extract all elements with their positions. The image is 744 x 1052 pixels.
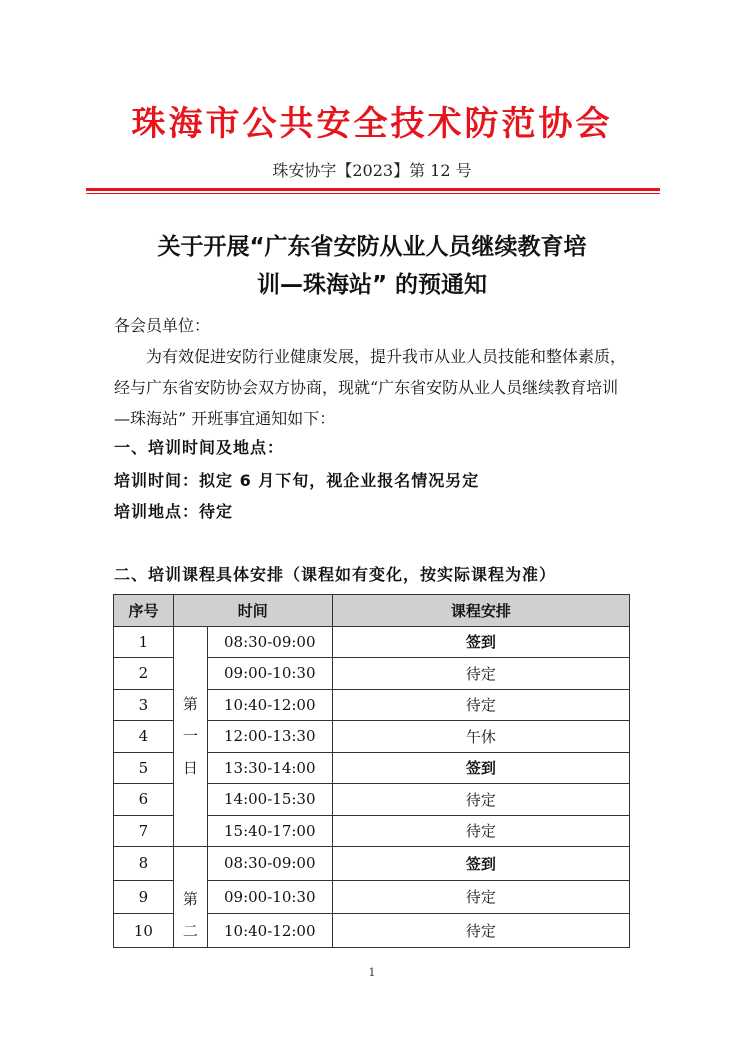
table-row — [114, 626, 630, 658]
row-seq: 2 — [114, 658, 174, 690]
row-course: 待定 — [332, 784, 629, 816]
red-divider-thick — [86, 188, 660, 191]
header-seq: 序号 — [114, 595, 174, 627]
row-time: 13:30-14:00 — [207, 752, 332, 784]
notice-body: 为有效促进安防行业健康发展，提升我市从业人员技能和整体素质，经与广东省安防协会双方协商，现就“广东省安防从业人员继续教育培训—珠海站” 开班事宜通知如下： — [114, 347, 627, 428]
salutation: 各会员单位： — [114, 316, 211, 335]
row-seq: 5 — [114, 752, 174, 784]
day2-label — [173, 847, 207, 948]
row-course: 签到 — [332, 752, 629, 784]
row-course: 待定 — [332, 658, 629, 690]
row-seq: 3 — [114, 689, 174, 721]
row-seq: 9 — [114, 880, 174, 914]
section2-heading: 二、培训课程具体安排（课程如有变化，按实际课程为准） — [114, 565, 557, 584]
row-time: 10:40-12:00 — [207, 914, 332, 948]
day1-label-text: 第一日 — [182, 695, 198, 778]
row-course: 待定 — [332, 815, 629, 847]
row-course: 待定 — [332, 880, 629, 914]
row-seq: 7 — [114, 815, 174, 847]
notice-title-line2: 训—珠海站” 的预通知 — [256, 272, 488, 298]
row-seq: 8 — [114, 847, 174, 881]
row-time: 08:30-09:00 — [207, 626, 332, 658]
row-course: 签到 — [332, 626, 629, 658]
training-time: 培训时间：拟定 6 月下旬，视企业报名情况另定 — [114, 471, 480, 490]
header-time: 时间 — [173, 595, 332, 627]
row-seq: 1 — [114, 626, 174, 658]
row-course: 午休 — [332, 721, 629, 753]
day2-label-text: 第二 — [182, 890, 198, 940]
row-time: 09:00-10:30 — [207, 658, 332, 690]
table-row — [114, 847, 630, 881]
organization-title: 珠海市公共安全技术防范协会 — [131, 104, 613, 144]
row-time: 08:30-09:00 — [207, 847, 332, 881]
red-divider-thin — [86, 193, 660, 194]
schedule-table — [113, 594, 630, 948]
day1-label — [173, 626, 207, 847]
row-time: 09:00-10:30 — [207, 880, 332, 914]
row-seq: 6 — [114, 784, 174, 816]
row-course: 待定 — [332, 914, 629, 948]
training-place: 培训地点：待定 — [114, 502, 234, 521]
row-course: 待定 — [332, 689, 629, 721]
row-time: 10:40-12:00 — [207, 689, 332, 721]
document-number: 珠安协字【2023】第 12 号 — [272, 161, 472, 180]
notice-title-line1: 关于开展“广东省安防从业人员继续教育培 — [157, 234, 587, 260]
row-course: 签到 — [332, 847, 629, 881]
header-course: 课程安排 — [332, 595, 629, 627]
section1-heading: 一、培训时间及地点： — [114, 438, 285, 457]
schedule-header-row — [114, 595, 630, 627]
row-time: 12:00-13:30 — [207, 721, 332, 753]
notice-title — [0, 228, 744, 304]
page-number: 1 — [368, 966, 376, 979]
row-seq: 10 — [114, 914, 174, 948]
row-seq: 4 — [114, 721, 174, 753]
row-time: 14:00-15:30 — [207, 784, 332, 816]
row-time: 15:40-17:00 — [207, 815, 332, 847]
